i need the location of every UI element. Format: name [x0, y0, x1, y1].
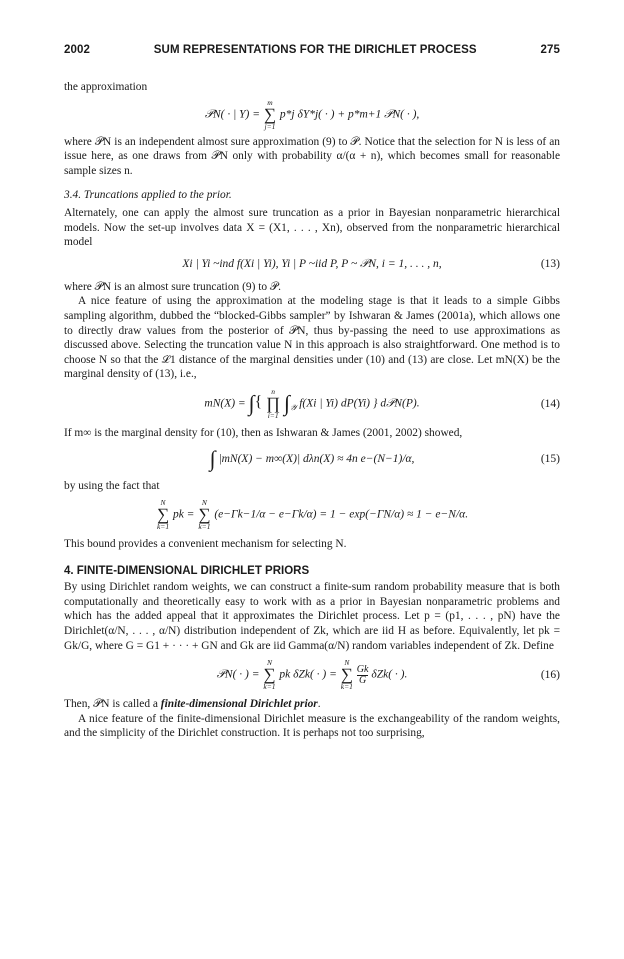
- paragraph-approx-intro: the approximation: [64, 81, 148, 93]
- equation-13: Xi | Yi ~ind f(Xi | Yi), Yi | P ~iid P, P ~ 𝒫N, i = 1, . . . , n, (13): [182, 258, 560, 271]
- equation-number-13: (13): [540, 258, 560, 271]
- product-operator: n ∏ i=1: [266, 386, 281, 420]
- section-heading-4: 4. FINITE-DIMENSIONAL DIRICHLET PRIORS: [64, 564, 310, 577]
- paragraph-by-using-fact: by using the fact that: [64, 479, 160, 492]
- page-body: [64, 80, 560, 741]
- paragraph-dirichlet-weights: By using Dirichlet random weights, we can construct a finite-sum random probability measure that is both computationally and theoretically easy to work with as a prior in Bayesian nonparametric problems and which has the added appeal that it approximates the Dirichlet process. Let p = (p1, . . . , pN) have the Dirichlet(α/N, . . . , α/N) distribution independent of Zk, which are iid H as before. Equivalently, let pk = Gk/G, where G = G1 + · · · + GN and Gk are iid Gamma(α/N) random variables independent of Zk. Define: [64, 581, 560, 652]
- sum-operator: m ∑ j=1: [263, 97, 277, 131]
- header-page-number: 275: [540, 44, 560, 56]
- equation-sum-fact: N ∑ k=1 pk = N ∑ k=1 (e−Γk−1/α − e−Γk/α) = 1 − exp(−ΓN/α) ≈ 1 − e−N/α.: [156, 498, 469, 532]
- header-year: 2002: [64, 44, 90, 56]
- equation-14: mN(X) = ∫{ n ∏ i=1 $\int_𝒴$ f(Xi | Yi) dP(Yi) } d𝒫N(P). (14): [204, 386, 560, 420]
- equation-number-15: (15): [540, 453, 560, 466]
- eq-approx-rhs: p*j δY*j( · ) + p*m+1 𝒫N( · ),: [279, 108, 420, 121]
- header-running-title: SUM REPRESENTATIONS FOR THE DIRICHLET PROCESS: [153, 44, 477, 56]
- paragraph-where-approx: where 𝒫N is an independent almost sure approximation (9) to 𝒫. Notice that the selection for N is less of an issue here, as one draws from 𝒫N only with probability α/(α + n), which becomes small for reasonable sample sizes n.: [64, 135, 560, 177]
- paragraph-then-called: Then, 𝒫N is called a finite-dimensional Dirichlet prior.: [64, 698, 321, 711]
- paragraph-if-marginal: If m∞ is the marginal density for (10), then as Ishwaran & James (2001, 2002) showed,: [64, 426, 463, 439]
- paragraph-alternately: Alternately, one can apply the almost sure truncation as a prior in Bayesian nonparametric hierarchical models. Now the set-up involves data X = (X1, . . . , Xn), observed from the nonparametric hierarchical model: [64, 206, 560, 249]
- equation-number-16: (16): [540, 668, 560, 681]
- paragraph-nice-feature-dirichlet: A nice feature of the finite-dimensional Dirichlet measure is the exchangeability of the random weights, and the simplicity of the Dirichlet construction. It is perhaps not too surprising,: [64, 712, 560, 740]
- running-header: [64, 44, 560, 56]
- term-finite-dimensional-dirichlet-prior: finite-dimensional Dirichlet prior: [160, 698, 318, 711]
- paragraph-where-truncation: where 𝒫N is an almost sure truncation (9) to 𝒫.: [64, 280, 281, 293]
- section-heading-3-4: 3.4. Truncations applied to the prior.: [64, 189, 232, 202]
- equation-number-14: (14): [540, 397, 560, 410]
- fraction-gk-over-g: $\frac{Gk}{G}$: [356, 663, 369, 686]
- paragraph-nice-feature: A nice feature of using the approximation at the modeling stage is that it leads to a simple Gibbs sampling algorithm, dubbed the “blocked-Gibbs sampler” by Ishwaran & James (2001a), which allows one to directly draw values from the posterior of 𝒫N, thus by-passing the need to use approximations as discussed above. Selecting the truncation value N in this approach is also straightforward. One method is to choose N so that the ℒ1 distance of the marginal densities under (10) and (13) are close. Let mN(X) be the marginal density of (13), i.e.,: [64, 295, 560, 381]
- equation-15: ∫ |mN(X) − m∞(X)| dλn(X) ≈ 4n e−(N−1)/α, (15): [209, 446, 560, 472]
- eq-approx-lhs: 𝒫N( · | Y) =: [204, 108, 261, 121]
- equation-16: 𝒫N( · ) = N ∑ k=1 pk δZk( · ) = N ∑ k=1 $\frac{Gk}{G}$ δZk( · ). (16): [216, 658, 560, 692]
- paragraph-bound: This bound provides a convenient mechanism for selecting N.: [64, 538, 347, 551]
- equation-approximation: [64, 95, 560, 135]
